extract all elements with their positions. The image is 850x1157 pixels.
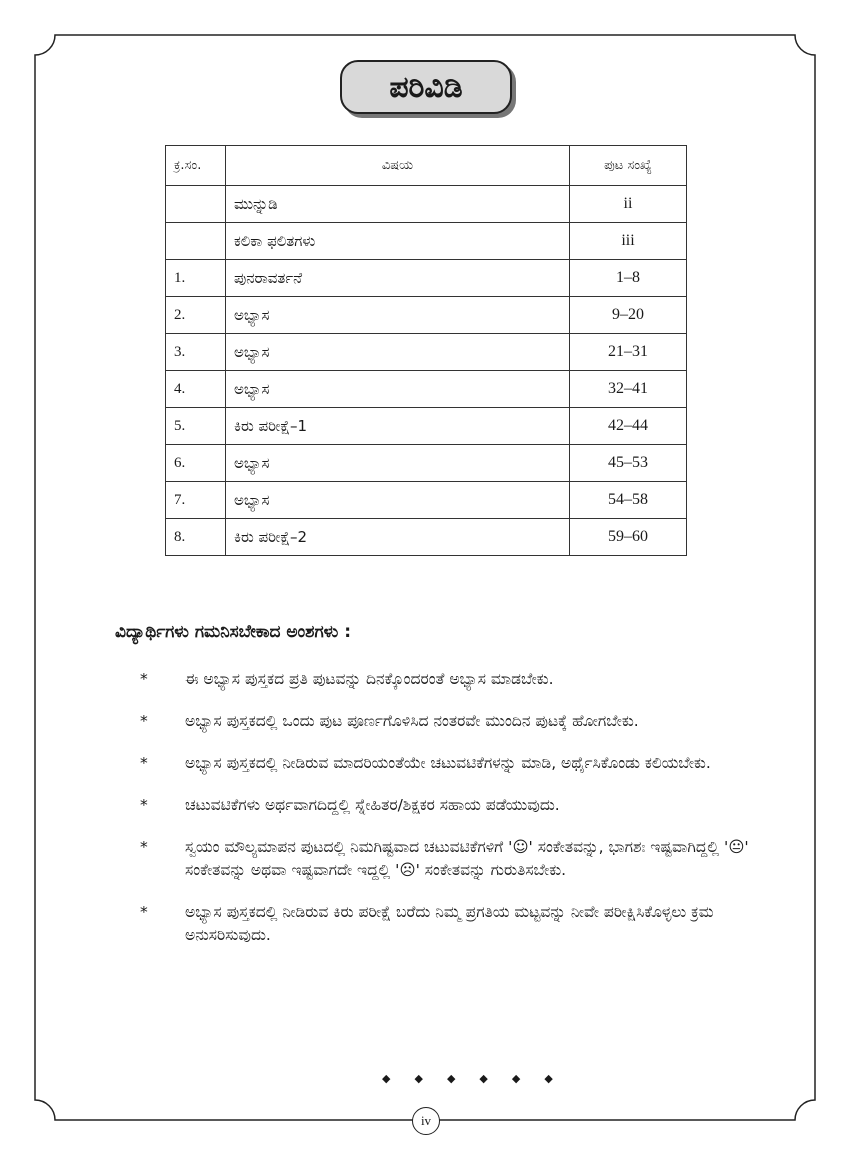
bullet-asterisk: * (140, 754, 148, 772)
row-topic: ಪುನರಾವರ್ತನೆ (226, 260, 570, 297)
row-serial: 5. (166, 408, 226, 445)
table-row (166, 519, 687, 556)
bullet-asterisk: * (140, 670, 148, 688)
row-serial (166, 223, 226, 260)
row-topic: ಮುನ್ನುಡಿ (226, 186, 570, 223)
page-title: ಪರಿವಿಡಿ (340, 60, 512, 114)
row-pages: 21–31 (570, 334, 687, 371)
row-serial: 2. (166, 297, 226, 334)
notes-list (140, 668, 800, 966)
row-serial: 6. (166, 445, 226, 482)
row-serial: 4. (166, 371, 226, 408)
table-row (166, 482, 687, 519)
header-pages: ಪುಟ ಸಂಖ್ಯೆ (570, 146, 687, 186)
header-serial: ಕ್ರ.ಸಂ. (166, 146, 226, 186)
table-row (166, 334, 687, 371)
row-topic: ಅಭ್ಯಾಸ (226, 445, 570, 482)
note-text: ಚಟುವಟಿಕೆಗಳು ಅರ್ಥವಾಗದಿದ್ದಲ್ಲಿ ಸ್ನೇಹಿತರ/ಶಿಕ್ಷಕರ ಸಹಾಯ ಪಡೆಯುವುದು. (185, 796, 560, 814)
row-topic: ಅಭ್ಯಾಸ (226, 297, 570, 334)
list-item (140, 752, 800, 775)
row-serial: 1. (166, 260, 226, 297)
diamond-icon: ◆ (414, 1072, 423, 1085)
row-topic: ಕಲಿಕಾ ಫಲಿತಗಳು (226, 223, 570, 260)
note-text: ಅಭ್ಯಾಸ ಪುಸ್ತಕದಲ್ಲಿ ನೀಡಿರುವ ಮಾದರಿಯಂತೆಯೇ ಚಟುವಟಿಕೆಗಳನ್ನು ಮಾಡಿ, ಅರ್ಥೈಸಿಕೊಂಡು ಕಲಿಯಬೇಕು. (185, 754, 711, 772)
table-row (166, 445, 687, 482)
table-header-row (166, 146, 687, 186)
row-topic: ಅಭ್ಯಾಸ (226, 334, 570, 371)
notes-heading: ವಿದ್ಯಾರ್ಥಿಗಳು ಗಮನಿಸಬೇಕಾದ ಅಂಶಗಳು : (115, 622, 352, 642)
row-topic: ಕಿರು ಪರೀಕ್ಷೆ–1 (226, 408, 570, 445)
row-pages: 32–41 (570, 371, 687, 408)
row-pages: iii (570, 223, 687, 260)
bullet-asterisk: * (140, 712, 148, 730)
list-item (140, 901, 800, 947)
row-pages: 42–44 (570, 408, 687, 445)
header-topic: ವಿಷಯ (226, 146, 570, 186)
table-row (166, 186, 687, 223)
note-text: ಈ ಅಭ್ಯಾಸ ಪುಸ್ತಕದ ಪ್ರತಿ ಪುಟವನ್ನು ದಿನಕ್ಕೊಂದರಂತೆ ಅಭ್ಯಾಸ ಮಾಡಬೇಕು. (185, 670, 554, 688)
diamond-icon: ◆ (511, 1072, 521, 1085)
table-row (166, 297, 687, 334)
row-serial (166, 186, 226, 223)
row-pages: 9–20 (570, 297, 687, 334)
note-text: ಅಭ್ಯಾಸ ಪುಸ್ತಕದಲ್ಲಿ ನೀಡಿರುವ ಕಿರು ಪರೀಕ್ಷೆ ಬರೆದು ನಿಮ್ಮ ಪ್ರಗತಿಯ ಮಟ್ಟವನ್ನು ನೀವೇ ಪರೀಕ್ಷಿಸಿಕೊಳ್ಳಲು ಕ್ರಮ ಅನುಸರಿಸುವುದು. (185, 903, 714, 944)
diamond-icon: ◆ (446, 1072, 456, 1085)
row-serial: 3. (166, 334, 226, 371)
diamond-icon: ◆ (479, 1072, 488, 1085)
page-number: iv (412, 1107, 440, 1135)
row-topic: ಅಭ್ಯಾಸ (226, 371, 570, 408)
row-topic: ಕಿರು ಪರೀಕ್ಷೆ–2 (226, 519, 570, 556)
table-row (166, 223, 687, 260)
bullet-asterisk: * (140, 903, 148, 921)
row-serial: 8. (166, 519, 226, 556)
list-item (140, 668, 800, 691)
list-item (140, 794, 800, 817)
diamond-icon: ◆ (382, 1072, 391, 1085)
note-text: ಅಭ್ಯಾಸ ಪುಸ್ತಕದಲ್ಲಿ ಒಂದು ಪುಟ ಪೂರ್ಣಗೊಳಿಸಿದ ನಂತರವೇ ಮುಂದಿನ ಪುಟಕ್ಕೆ ಹೋಗಬೇಕು. (185, 712, 639, 730)
list-item (140, 710, 800, 733)
bullet-asterisk: * (140, 838, 148, 856)
row-pages: 45–53 (570, 445, 687, 482)
row-pages: 1–8 (570, 260, 687, 297)
bullet-asterisk: * (140, 796, 148, 814)
table-row (166, 260, 687, 297)
diamond-icon: ◆ (544, 1072, 553, 1085)
table-row (166, 408, 687, 445)
row-topic: ಅಭ್ಯಾಸ (226, 482, 570, 519)
list-item (140, 836, 800, 882)
note-text: ಸ್ವಯಂ ಮೌಲ್ಯಮಾಪನ ಪುಟದಲ್ಲಿ ನಿಮಗಿಷ್ಟವಾದ ಚಟುವಟಿಕೆಗಳಿಗೆ '☺' ಸಂಕೇತವನ್ನು, ಭಾಗಶಃ ಇಷ್ಟವಾಗಿದ್ದಲ್ಲಿ '😐' ಸಂಕೇತವನ್ನು ಅಥವಾ ಇಷ್ಟವಾಗದೇ ಇದ್ದಲ್ಲಿ '☹' ಸಂಕೇತವನ್ನು ಗುರುತಿಸಬೇಕು. (185, 838, 749, 879)
ornament-row (382, 1072, 553, 1085)
table-row (166, 371, 687, 408)
row-serial: 7. (166, 482, 226, 519)
row-pages: 54–58 (570, 482, 687, 519)
contents-table (165, 145, 687, 556)
row-pages: 59–60 (570, 519, 687, 556)
row-pages: ii (570, 186, 687, 223)
